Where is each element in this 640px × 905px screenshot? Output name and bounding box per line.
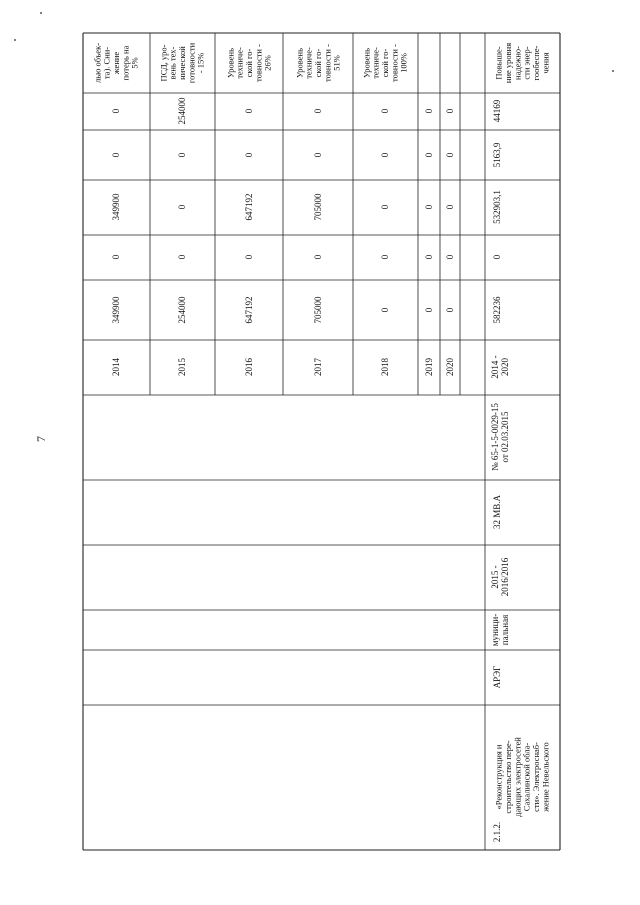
cell-v4-line: 0 — [424, 152, 435, 158]
description-header — [92, 43, 139, 83]
cell-v5-line: 0 — [445, 108, 456, 114]
total-v5-line: 44169 — [492, 99, 503, 123]
description-2016-line: 51% — [331, 55, 342, 71]
cell-v1-line: 0 — [445, 307, 456, 313]
description-2016-line: товности - — [322, 44, 333, 82]
cell-year-line: 2016 — [244, 358, 255, 376]
cell-v2 — [177, 254, 187, 259]
cell-v3 — [244, 194, 254, 221]
description-header-line: жение — [110, 51, 121, 75]
cell-v3-line: 349900 — [111, 193, 122, 221]
project-document-line: от 02.03.2015 — [500, 411, 511, 463]
description-2015-line: Уровень — [225, 48, 236, 78]
total-period-line: 2014 - — [490, 355, 501, 379]
total-v3 — [492, 190, 502, 224]
page-number: 7 — [34, 436, 48, 442]
cell-year — [445, 358, 455, 377]
description-2017-line: 100% — [398, 53, 409, 73]
project-term-line: 2015 - — [490, 565, 501, 589]
total-v1-line: 582236 — [492, 296, 503, 324]
description-2015-line: техниче- — [234, 47, 245, 79]
cell-v3 — [177, 204, 187, 209]
cell-v4-line: 0 — [177, 152, 188, 158]
cell-year — [177, 358, 187, 377]
cell-v1-line: 647192 — [244, 296, 255, 324]
cell-year-line: 2014 — [111, 358, 122, 376]
cell-v1 — [313, 296, 323, 324]
cell-v3 — [445, 204, 455, 209]
description-2015-line: товности - — [253, 44, 264, 82]
cell-year-line: 2018 — [380, 358, 391, 376]
total-v3-line: 532903,1 — [492, 190, 503, 224]
cell-v5 — [177, 97, 187, 125]
description-2016-line: Уровень — [294, 48, 305, 78]
cell-v2-line: 0 — [244, 254, 255, 260]
cell-v4 — [177, 152, 187, 157]
total-v2 — [492, 254, 502, 259]
description-2014-line: нической — [176, 46, 187, 80]
cell-year — [244, 358, 254, 377]
project-name — [494, 737, 551, 817]
cell-v5-line: 0 — [244, 108, 255, 114]
description-2017-line: товности - — [389, 44, 400, 82]
cell-v5 — [111, 108, 121, 113]
project-capacity-line: 32 МВ.А — [492, 494, 503, 530]
cell-year — [111, 358, 121, 377]
project-ownership-line: пальная — [500, 614, 511, 646]
description-2014 — [158, 42, 205, 83]
description-header-line: потерь на — [120, 45, 131, 81]
cell-v1 — [445, 307, 455, 312]
project-name-line: дающих электросетей — [512, 737, 523, 817]
cell-v1-line: 254000 — [177, 296, 188, 324]
cell-v4 — [380, 152, 390, 157]
description-2016-line: техниче- — [303, 47, 314, 79]
description-total-line: Повыше- — [493, 46, 504, 80]
project-document-line: № 65-1-5-0029-15 — [490, 403, 501, 471]
cell-v1 — [177, 296, 187, 324]
total-v2-line: 0 — [492, 254, 503, 260]
cell-v2-line: 0 — [177, 254, 188, 260]
cell-v3 — [424, 204, 434, 209]
description-total-line: гообеспе- — [531, 45, 541, 81]
project-number — [492, 822, 502, 842]
cell-year-line: 2020 — [445, 358, 456, 376]
cell-v3-line: 0 — [445, 204, 456, 210]
cell-v2-line: 0 — [445, 254, 456, 260]
cell-v5-line: 0 — [313, 108, 324, 114]
cell-v2-line: 0 — [111, 254, 122, 260]
cell-v5 — [380, 108, 390, 113]
cell-v5 — [313, 108, 323, 113]
cell-year-line: 2019 — [424, 358, 435, 376]
cell-v2-line: 0 — [313, 254, 324, 260]
cell-year — [424, 358, 434, 377]
description-2017-line: техниче- — [370, 47, 381, 79]
cell-v4-line: 0 — [313, 152, 324, 158]
project-name-line: сти». Электроснаб- — [531, 742, 541, 812]
cell-v3-line: 0 — [424, 204, 435, 210]
cell-year — [380, 358, 390, 377]
project-term — [490, 557, 510, 596]
cell-v3 — [380, 204, 390, 209]
description-2014-line: ПСД, уро- — [158, 44, 169, 82]
cell-v4 — [244, 152, 254, 157]
cell-v2 — [244, 254, 254, 259]
cell-v1 — [111, 296, 121, 324]
description-total-line: чения — [540, 52, 551, 74]
project-term-line: 2016/2016 — [500, 557, 511, 597]
project-name-line: «Реконструкция и — [493, 744, 504, 810]
description-2015 — [225, 44, 272, 82]
description-2017-line: ской го- — [379, 48, 390, 78]
description-2017 — [361, 44, 408, 82]
cell-v5-line: 0 — [380, 108, 391, 114]
cell-v1-line: 705000 — [313, 296, 324, 324]
project-name-line: строительство пере- — [502, 740, 513, 814]
project-executor — [492, 666, 502, 689]
cell-v4 — [424, 152, 434, 157]
description-2014-line: готовности — [186, 42, 197, 84]
project-ownership-line: муници- — [490, 613, 501, 647]
project-capacity — [492, 495, 502, 530]
description-header-line: лью объек- — [92, 42, 103, 84]
cell-v5-line: 254000 — [177, 97, 188, 125]
total-v4-line: 5163,9 — [492, 142, 503, 168]
cell-v4-line: 0 — [380, 152, 391, 158]
cell-v5-line: 0 — [111, 108, 122, 114]
description-total — [494, 43, 551, 83]
description-2014-line: вень тех- — [167, 46, 178, 80]
project-name-line: Сахалинской обла- — [521, 742, 532, 812]
cell-v2 — [313, 254, 323, 259]
project-ownership — [490, 614, 510, 646]
total-v5 — [492, 99, 502, 122]
description-2014-line: - 15% — [195, 52, 206, 74]
cell-v2 — [445, 254, 455, 259]
cell-v1-line: 0 — [424, 307, 435, 313]
total-period-line: 2020 — [500, 358, 511, 376]
cell-v4 — [445, 152, 455, 157]
cell-v3 — [111, 193, 121, 221]
total-v4 — [492, 142, 502, 167]
cell-v5 — [244, 108, 254, 113]
cell-year-line: 2017 — [313, 358, 324, 376]
cell-v3-line: 647192 — [244, 193, 255, 221]
cell-v5-line: 0 — [424, 108, 435, 114]
description-total-line: сти энер- — [521, 46, 532, 80]
cell-v1 — [380, 307, 390, 312]
cell-v4-line: 0 — [445, 152, 456, 158]
cell-year-line: 2015 — [177, 358, 188, 376]
project-executor-line: АРЭГ — [492, 665, 503, 689]
cell-v2 — [380, 254, 390, 259]
project-document — [490, 403, 510, 471]
cell-v2 — [424, 254, 434, 259]
description-total-line: надежно- — [512, 46, 523, 80]
cell-v3-line: 0 — [177, 204, 188, 210]
cell-v4 — [111, 152, 121, 157]
project-number-line: 2.1.2. — [492, 821, 503, 843]
description-2015-line: 26% — [262, 55, 273, 71]
cell-v1 — [424, 307, 434, 312]
cell-year — [313, 358, 323, 377]
cell-v3-line: 705000 — [313, 193, 324, 221]
cell-v4-line: 0 — [244, 152, 255, 158]
cell-v1-line: 0 — [380, 307, 391, 313]
cell-v4 — [313, 152, 323, 157]
total-v1 — [492, 296, 502, 324]
description-2015-line: ской го- — [243, 48, 254, 78]
description-total-line: ние уровня — [502, 42, 513, 84]
description-2016 — [294, 44, 341, 82]
cell-v1 — [244, 297, 254, 324]
cell-v3-line: 0 — [380, 204, 391, 210]
cell-v4-line: 0 — [111, 152, 122, 158]
total-period — [490, 355, 510, 378]
cell-v5 — [424, 108, 434, 113]
cell-v3 — [313, 193, 323, 221]
cell-v2-line: 0 — [424, 254, 435, 260]
description-header-line: 5% — [129, 57, 140, 69]
cell-v5 — [445, 108, 455, 113]
project-name-line: жение Невельского — [540, 742, 551, 812]
cell-v2 — [111, 254, 121, 259]
description-header-line: та). Сни- — [101, 46, 112, 80]
description-2017-line: Уровень — [361, 48, 372, 78]
cell-v2-line: 0 — [380, 254, 391, 260]
cell-v1-line: 349900 — [111, 296, 122, 324]
description-2016-line: ской го- — [312, 48, 323, 78]
